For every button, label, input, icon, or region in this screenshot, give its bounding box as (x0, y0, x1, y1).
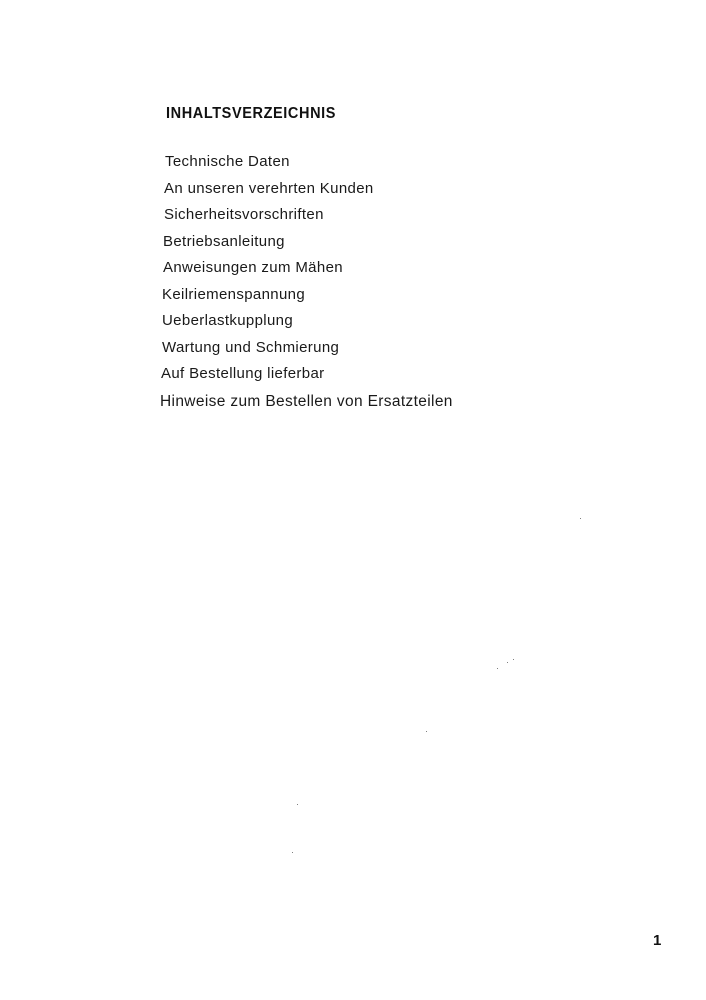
scan-speck (497, 668, 498, 669)
scan-speck (507, 662, 508, 663)
toc-item-technische-daten: Technische Daten (165, 153, 290, 170)
page-number: 1 (653, 932, 662, 949)
toc-item-auf-bestellung-lieferbar: Auf Bestellung lieferbar (161, 365, 325, 382)
scan-speck (292, 852, 293, 853)
toc-item-hinweise-zum-bestellen: Hinweise zum Bestellen von Ersatzteilen (160, 393, 453, 410)
scan-speck (580, 518, 581, 519)
scan-speck (513, 659, 514, 660)
toc-item-anweisungen-zum-maehen: Anweisungen zum Mähen (163, 259, 343, 276)
scan-speck (297, 804, 298, 805)
toc-item-keilriemenspannung: Keilriemenspannung (162, 286, 306, 303)
toc-item-ueberlastkupplung: Ueberlastkupplung (162, 312, 294, 329)
toc-item-betriebsanleitung: Betriebsanleitung (163, 233, 285, 250)
toc-item-an-unseren-verehrten-kunden: An unseren verehrten Kunden (164, 180, 374, 197)
toc-item-sicherheitsvorschriften: Sicherheitsvorschriften (164, 206, 324, 223)
toc-item-wartung-und-schmierung: Wartung und Schmierung (162, 339, 340, 356)
toc-heading: INHALTSVERZEICHNIS (166, 105, 337, 123)
scan-speck (426, 731, 427, 732)
